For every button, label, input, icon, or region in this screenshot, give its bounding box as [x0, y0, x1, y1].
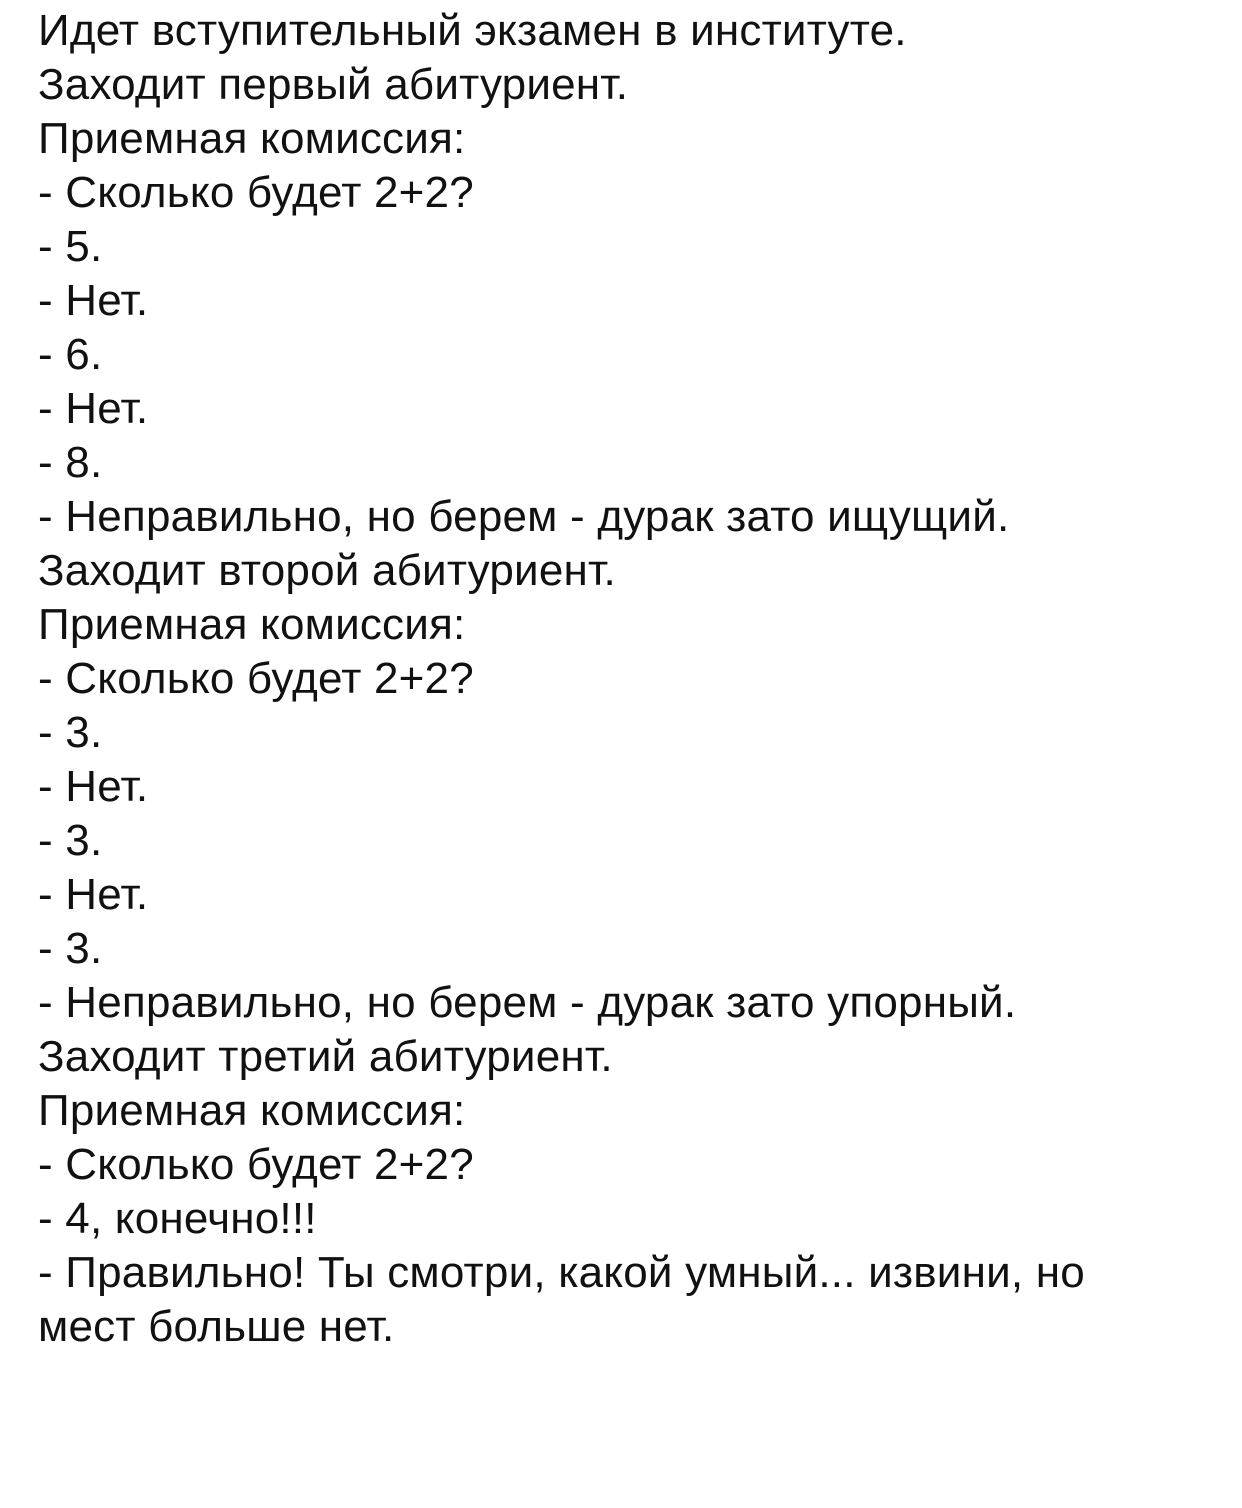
text-line: мест больше нет. — [38, 1302, 395, 1351]
text-line: - 5. — [38, 222, 103, 271]
joke-text-block — [38, 4, 1228, 1354]
text-line: - Сколько будет 2+2? — [38, 1140, 474, 1189]
text-line: - 4, конечно!!! — [38, 1194, 317, 1243]
text-line: Приемная комиссия: — [38, 1086, 466, 1135]
text-line: - 6. — [38, 330, 103, 379]
text-line: - 3. — [38, 924, 103, 973]
text-line: Идет вступительный экзамен в институте. — [38, 6, 907, 55]
text-line: - 8. — [38, 438, 103, 487]
text-line: Приемная комиссия: — [38, 114, 466, 163]
text-line: Заходит первый абитуриент. — [38, 60, 629, 109]
text-line: Заходит второй абитуриент. — [38, 546, 616, 595]
text-line: - Нет. — [38, 870, 149, 919]
text-line: Заходит третий абитуриент. — [38, 1032, 613, 1081]
text-line: - Правильно! Ты смотри, какой умный... извини, но — [38, 1248, 1085, 1297]
text-line: - Нет. — [38, 762, 149, 811]
text-line: - Неправильно, но берем - дурак зато упорный. — [38, 978, 1017, 1027]
text-line: - Нет. — [38, 384, 149, 433]
text-line: - Сколько будет 2+2? — [38, 168, 474, 217]
text-line: - Сколько будет 2+2? — [38, 654, 474, 703]
text-line: Приемная комиссия: — [38, 600, 466, 649]
text-line: - Неправильно, но берем - дурак зато ищущий. — [38, 492, 1010, 541]
text-line: - 3. — [38, 708, 103, 757]
text-line: - 3. — [38, 816, 103, 865]
text-line: - Нет. — [38, 276, 149, 325]
